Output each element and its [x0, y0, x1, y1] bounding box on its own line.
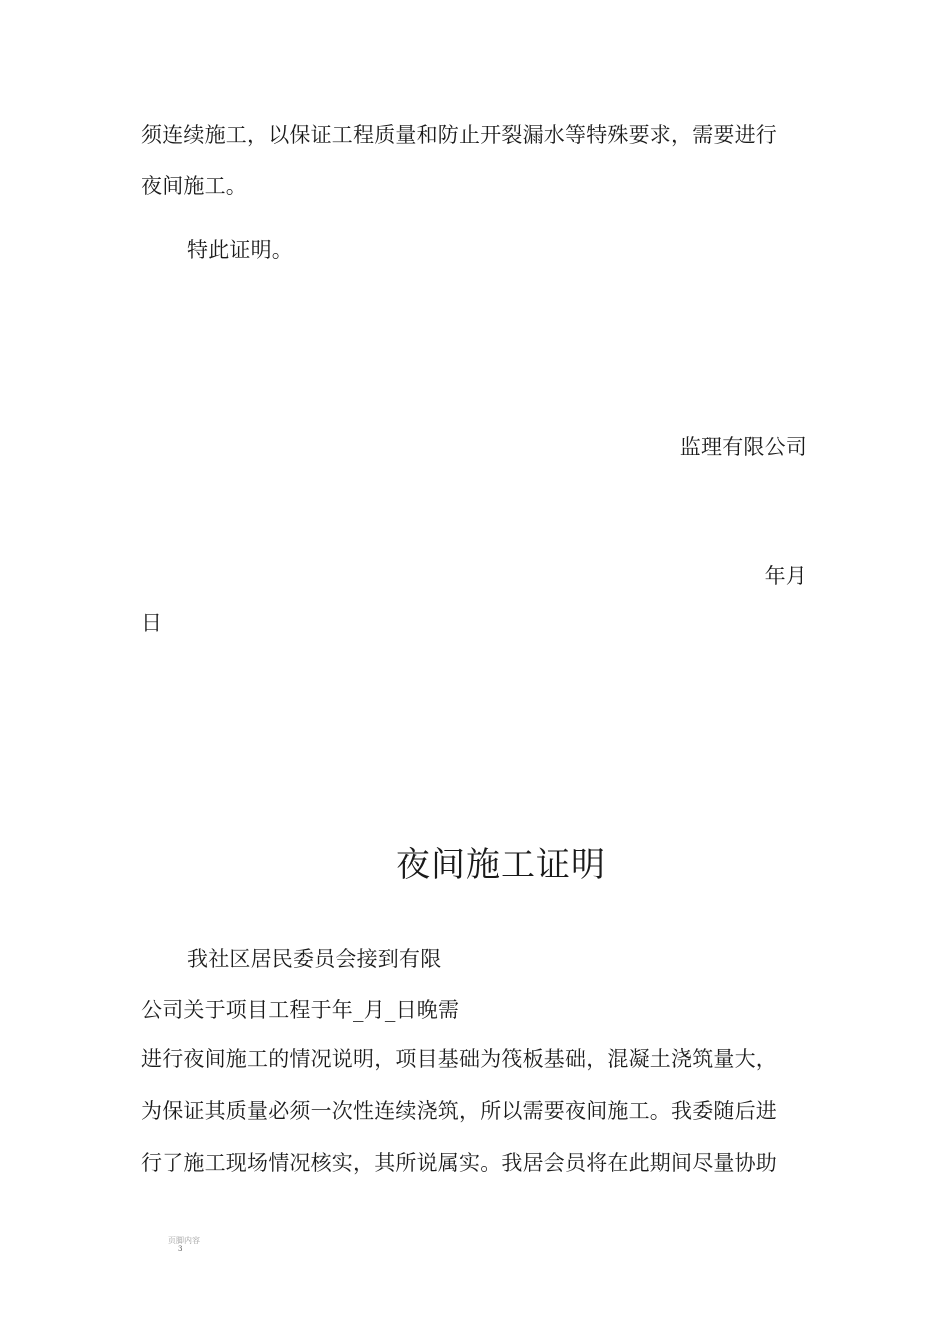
paragraph-line: 我社区居民委员会接到有限: [187, 947, 442, 971]
footer-note: 页脚内容: [168, 1236, 200, 1245]
paragraph-line: 须连续施工，以保证工程质量和防止开裂漏水等特殊要求，需要进行: [141, 123, 777, 147]
paragraph-line: 夜间施工。: [141, 174, 247, 198]
signatory-company: 监理有限公司: [679, 435, 807, 459]
document-title: 夜间施工证明: [396, 845, 606, 885]
closing-statement: 特此证明。: [187, 238, 293, 262]
date-day: 日: [141, 611, 163, 635]
paragraph-line: 进行夜间施工的情况说明，项目基础为筏板基础，混凝土浇筑量大，: [141, 1047, 777, 1071]
paragraph-line: 为保证其质量必须一次性连续浇筑，所以需要夜间施工。我委随后进: [141, 1099, 777, 1123]
paragraph-line: 行了施工现场情况核实，其所说属实。我居会员将在此期间尽量协助: [141, 1151, 777, 1175]
date-year-month: 年月: [764, 564, 807, 588]
page-number: 3: [178, 1245, 183, 1253]
paragraph-line: 公司关于项目工程于年_月_日晚需: [141, 998, 460, 1022]
